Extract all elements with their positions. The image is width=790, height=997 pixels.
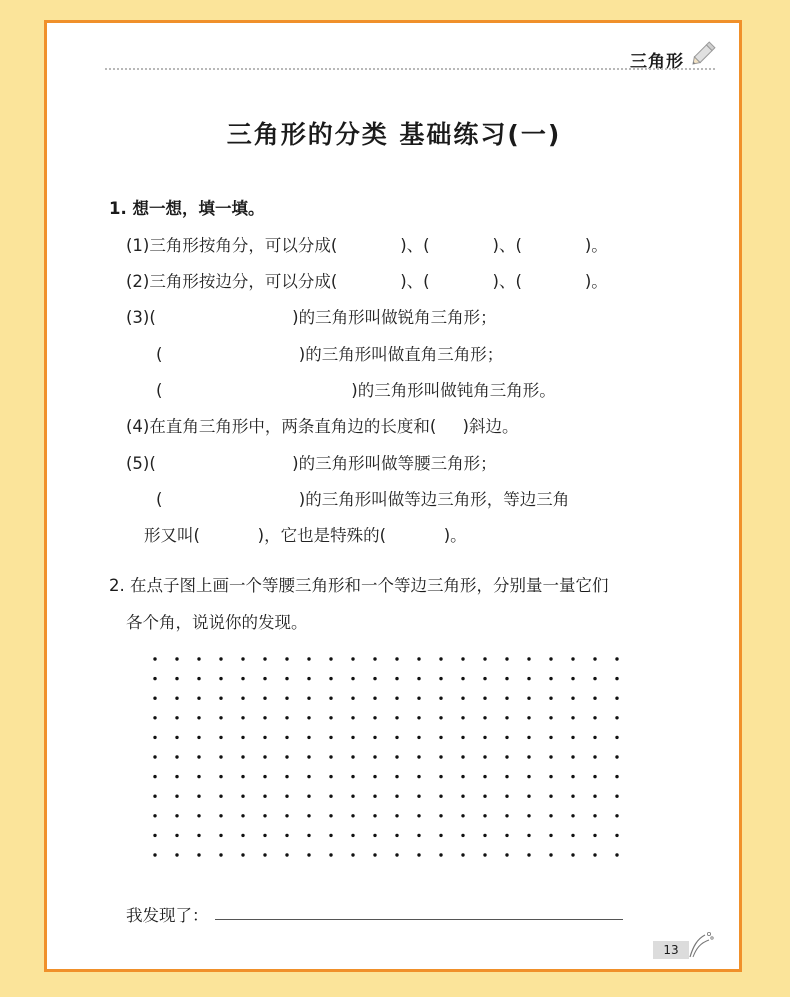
grid-dot[interactable] (263, 853, 266, 856)
grid-dot[interactable] (351, 853, 354, 856)
grid-dot[interactable] (329, 697, 332, 700)
grid-dot[interactable] (241, 775, 244, 778)
grid-dot[interactable] (395, 834, 398, 837)
grid-dot[interactable] (197, 755, 200, 758)
grid-dot[interactable] (593, 853, 596, 856)
grid-dot[interactable] (505, 834, 508, 837)
grid-dot[interactable] (329, 814, 332, 817)
grid-dot[interactable] (285, 736, 288, 739)
grid-dot[interactable] (241, 853, 244, 856)
grid-dot[interactable] (571, 716, 574, 719)
grid-dot[interactable] (417, 814, 420, 817)
grid-dot[interactable] (329, 775, 332, 778)
question-2-heading-line-1: 2. 在点子图上画一个等腰三角形和一个等边三角形，分别量一量它们 (109, 576, 609, 595)
grid-dot[interactable] (527, 755, 530, 758)
grid-dot[interactable] (417, 716, 420, 719)
grid-dot[interactable] (263, 697, 266, 700)
grid-dot[interactable] (483, 657, 486, 660)
grid-dot[interactable] (417, 853, 420, 856)
grid-dot[interactable] (483, 697, 486, 700)
grid-dot[interactable] (461, 834, 464, 837)
grid-dot[interactable] (197, 677, 200, 680)
grid-dot[interactable] (219, 834, 222, 837)
grid-dot[interactable] (175, 814, 178, 817)
grid-dot[interactable] (285, 775, 288, 778)
grid-dot[interactable] (571, 755, 574, 758)
grid-dot[interactable] (549, 834, 552, 837)
grid-dot[interactable] (593, 736, 596, 739)
grid-dot[interactable] (461, 697, 464, 700)
grid-dot[interactable] (461, 736, 464, 739)
grid-dot[interactable] (373, 697, 376, 700)
grid-dot[interactable] (373, 775, 376, 778)
grid-dot[interactable] (483, 853, 486, 856)
grid-dot[interactable] (329, 834, 332, 837)
grid-dot[interactable] (571, 677, 574, 680)
grid-dot[interactable] (417, 795, 420, 798)
grid-dot[interactable] (285, 795, 288, 798)
grid-dot[interactable] (307, 775, 310, 778)
grid-dot[interactable] (461, 795, 464, 798)
grid-dot[interactable] (241, 834, 244, 837)
grid-dot[interactable] (417, 677, 420, 680)
grid-dot[interactable] (395, 677, 398, 680)
grid-dot[interactable] (219, 755, 222, 758)
grid-dot[interactable] (615, 657, 618, 660)
grid-dot[interactable] (373, 755, 376, 758)
grid-dot[interactable] (329, 853, 332, 856)
grid-dot[interactable] (615, 775, 618, 778)
grid-dot[interactable] (483, 834, 486, 837)
grid-dot[interactable] (615, 834, 618, 837)
grid-dot[interactable] (175, 657, 178, 660)
q1-line-6: (4)在直角三角形中，两条直角边的长度和( )斜边。 (126, 417, 519, 436)
grid-dot[interactable] (175, 755, 178, 758)
grid-dot[interactable] (197, 716, 200, 719)
grid-dot[interactable] (153, 853, 156, 856)
grid-dot[interactable] (351, 834, 354, 837)
grid-dot[interactable] (549, 736, 552, 739)
grid-dot[interactable] (615, 853, 618, 856)
grid-dot[interactable] (395, 657, 398, 660)
grid-dot[interactable] (593, 697, 596, 700)
grid-dot[interactable] (417, 834, 420, 837)
grid-dot[interactable] (593, 795, 596, 798)
grid-dot[interactable] (395, 716, 398, 719)
grid-dot[interactable] (527, 716, 530, 719)
grid-dot[interactable] (197, 814, 200, 817)
grid-dot[interactable] (307, 736, 310, 739)
grid-dot[interactable] (395, 775, 398, 778)
grid-dot[interactable] (527, 775, 530, 778)
grid-dot[interactable] (241, 795, 244, 798)
grid-dot[interactable] (241, 716, 244, 719)
grid-dot[interactable] (285, 814, 288, 817)
grid-dot[interactable] (219, 716, 222, 719)
grid-dot[interactable] (505, 716, 508, 719)
grid-dot[interactable] (549, 657, 552, 660)
grid-dot[interactable] (263, 814, 266, 817)
grid-dot[interactable] (175, 736, 178, 739)
grid-dot[interactable] (461, 853, 464, 856)
grid-dot[interactable] (439, 755, 442, 758)
grid-dot[interactable] (373, 814, 376, 817)
grid-dot[interactable] (483, 775, 486, 778)
grid-dot[interactable] (307, 814, 310, 817)
grid-dot[interactable] (307, 795, 310, 798)
grid-dot[interactable] (153, 775, 156, 778)
grid-dot[interactable] (527, 736, 530, 739)
grid-dot[interactable] (285, 697, 288, 700)
grid-dot[interactable] (351, 814, 354, 817)
grid-dot[interactable] (373, 795, 376, 798)
grid-dot[interactable] (263, 716, 266, 719)
grid-dot[interactable] (461, 775, 464, 778)
grid-dot[interactable] (307, 677, 310, 680)
grid-dot[interactable] (571, 736, 574, 739)
grid-dot[interactable] (329, 657, 332, 660)
grid-dot[interactable] (439, 795, 442, 798)
grid-dot[interactable] (417, 657, 420, 660)
grid-dot[interactable] (483, 677, 486, 680)
grid-dot[interactable] (571, 697, 574, 700)
grid-dot[interactable] (549, 755, 552, 758)
header-divider (105, 68, 715, 70)
grid-dot[interactable] (329, 677, 332, 680)
grid-dot[interactable] (549, 697, 552, 700)
grid-dot[interactable] (593, 775, 596, 778)
grid-dot[interactable] (505, 853, 508, 856)
grid-dot[interactable] (153, 736, 156, 739)
grid-dot[interactable] (571, 814, 574, 817)
grid-dot[interactable] (153, 834, 156, 837)
grid-dot[interactable] (197, 853, 200, 856)
grid-dot[interactable] (263, 677, 266, 680)
grid-dot[interactable] (153, 697, 156, 700)
grid-dot[interactable] (351, 736, 354, 739)
grid-dot[interactable] (571, 657, 574, 660)
grid-dot[interactable] (571, 853, 574, 856)
grid-dot[interactable] (197, 775, 200, 778)
grid-dot[interactable] (615, 716, 618, 719)
grid-dot[interactable] (505, 736, 508, 739)
grid-dot[interactable] (461, 657, 464, 660)
grid-dot[interactable] (439, 716, 442, 719)
grid-dot[interactable] (153, 755, 156, 758)
grid-dot[interactable] (439, 814, 442, 817)
grid-dot[interactable] (461, 716, 464, 719)
grid-dot[interactable] (373, 853, 376, 856)
grid-dot[interactable] (439, 736, 442, 739)
grid-dot[interactable] (483, 814, 486, 817)
grid-dot[interactable] (439, 853, 442, 856)
grid-dot[interactable] (351, 697, 354, 700)
discover-label: 我发现了： (126, 906, 209, 925)
grid-dot[interactable] (615, 677, 618, 680)
grid-dot[interactable] (615, 736, 618, 739)
grid-dot[interactable] (505, 755, 508, 758)
grid-dot[interactable] (505, 795, 508, 798)
grid-dot[interactable] (439, 775, 442, 778)
grid-dot[interactable] (395, 814, 398, 817)
swirl-icon (687, 929, 715, 959)
grid-dot[interactable] (593, 657, 596, 660)
grid-dot[interactable] (175, 775, 178, 778)
grid-dot[interactable] (153, 814, 156, 817)
grid-dot[interactable] (373, 736, 376, 739)
grid-dot[interactable] (571, 775, 574, 778)
grid-dot[interactable] (373, 657, 376, 660)
grid-dot[interactable] (285, 755, 288, 758)
grid-dot[interactable] (153, 795, 156, 798)
q1-line-1: (1)三角形按角分，可以分成( )、( )、( )。 (126, 236, 608, 255)
grid-dot[interactable] (483, 736, 486, 739)
grid-dot[interactable] (329, 736, 332, 739)
grid-dot[interactable] (219, 697, 222, 700)
q1-line-2: (2)三角形按边分，可以分成( )、( )、( )。 (126, 272, 608, 291)
pencil-icon (690, 37, 720, 67)
q1-line-5: ( )的三角形叫做钝角三角形。 (156, 381, 556, 400)
dot-grid[interactable] (151, 655, 651, 865)
grid-dot[interactable] (439, 657, 442, 660)
grid-dot[interactable] (241, 736, 244, 739)
grid-dot[interactable] (571, 795, 574, 798)
grid-dot[interactable] (593, 677, 596, 680)
grid-dot[interactable] (153, 677, 156, 680)
question-2-heading-line-2: 各个角，说说你的发现。 (126, 613, 308, 632)
grid-dot[interactable] (219, 795, 222, 798)
grid-dot[interactable] (175, 853, 178, 856)
grid-dot[interactable] (395, 697, 398, 700)
q1-line-8: ( )的三角形叫做等边三角形，等边三角 (156, 490, 570, 509)
grid-dot[interactable] (153, 716, 156, 719)
grid-dot[interactable] (461, 755, 464, 758)
grid-dot[interactable] (505, 657, 508, 660)
discover-answer-line[interactable] (215, 919, 623, 920)
grid-dot[interactable] (593, 755, 596, 758)
grid-dot[interactable] (263, 775, 266, 778)
grid-dot[interactable] (285, 834, 288, 837)
grid-dot[interactable] (373, 834, 376, 837)
grid-dot[interactable] (549, 814, 552, 817)
grid-dot[interactable] (549, 677, 552, 680)
grid-dot[interactable] (527, 677, 530, 680)
grid-dot[interactable] (549, 795, 552, 798)
grid-dot[interactable] (395, 795, 398, 798)
grid-dot[interactable] (307, 697, 310, 700)
grid-dot[interactable] (549, 716, 552, 719)
grid-dot[interactable] (329, 755, 332, 758)
grid-dot[interactable] (175, 795, 178, 798)
grid-dot[interactable] (351, 755, 354, 758)
grid-dot[interactable] (307, 657, 310, 660)
grid-dot[interactable] (417, 755, 420, 758)
grid-dot[interactable] (241, 677, 244, 680)
q1-line-3: (3)( )的三角形叫做锐角三角形； (126, 308, 497, 327)
grid-dot[interactable] (461, 814, 464, 817)
grid-dot[interactable] (197, 697, 200, 700)
grid-dot[interactable] (417, 697, 420, 700)
grid-dot[interactable] (593, 814, 596, 817)
grid-dot[interactable] (175, 677, 178, 680)
grid-dot[interactable] (527, 834, 530, 837)
grid-dot[interactable] (505, 775, 508, 778)
grid-dot[interactable] (219, 775, 222, 778)
grid-dot[interactable] (307, 755, 310, 758)
grid-dot[interactable] (395, 755, 398, 758)
grid-dot[interactable] (307, 853, 310, 856)
grid-dot[interactable] (351, 657, 354, 660)
grid-dot[interactable] (175, 834, 178, 837)
grid-dot[interactable] (615, 795, 618, 798)
grid-dot[interactable] (395, 853, 398, 856)
grid-dot[interactable] (483, 755, 486, 758)
grid-dot[interactable] (593, 834, 596, 837)
grid-dot[interactable] (351, 716, 354, 719)
grid-dot[interactable] (439, 677, 442, 680)
grid-dot[interactable] (307, 834, 310, 837)
grid-dot[interactable] (197, 736, 200, 739)
grid-dot[interactable] (505, 697, 508, 700)
grid-dot[interactable] (483, 716, 486, 719)
grid-dot[interactable] (285, 657, 288, 660)
grid-dot[interactable] (153, 657, 156, 660)
grid-dot[interactable] (241, 755, 244, 758)
grid-dot[interactable] (197, 795, 200, 798)
grid-dot[interactable] (329, 716, 332, 719)
grid-dot[interactable] (197, 834, 200, 837)
grid-dot[interactable] (219, 736, 222, 739)
grid-dot[interactable] (241, 697, 244, 700)
grid-dot[interactable] (263, 834, 266, 837)
grid-dot[interactable] (285, 677, 288, 680)
grid-dot[interactable] (483, 795, 486, 798)
grid-dot[interactable] (351, 677, 354, 680)
grid-dot[interactable] (527, 795, 530, 798)
grid-dot[interactable] (263, 755, 266, 758)
q1-line-4: ( )的三角形叫做直角三角形； (156, 345, 504, 364)
q1-line-7: (5)( )的三角形叫做等腰三角形； (126, 454, 497, 473)
grid-dot[interactable] (417, 775, 420, 778)
grid-dot[interactable] (373, 716, 376, 719)
grid-dot[interactable] (351, 795, 354, 798)
grid-dot[interactable] (571, 834, 574, 837)
grid-dot[interactable] (263, 736, 266, 739)
grid-dot[interactable] (263, 795, 266, 798)
grid-dot[interactable] (615, 755, 618, 758)
grid-dot[interactable] (417, 736, 420, 739)
grid-dot[interactable] (549, 775, 552, 778)
grid-dot[interactable] (263, 657, 266, 660)
grid-dot[interactable] (395, 736, 398, 739)
grid-dot[interactable] (505, 677, 508, 680)
grid-dot[interactable] (219, 853, 222, 856)
grid-dot[interactable] (615, 697, 618, 700)
grid-dot[interactable] (307, 716, 310, 719)
grid-dot[interactable] (527, 814, 530, 817)
grid-dot[interactable] (219, 814, 222, 817)
grid-dot[interactable] (241, 814, 244, 817)
grid-dot[interactable] (527, 657, 530, 660)
section-label: 三角形 (630, 52, 684, 72)
grid-dot[interactable] (615, 814, 618, 817)
grid-dot[interactable] (241, 657, 244, 660)
grid-dot[interactable] (461, 677, 464, 680)
grid-dot[interactable] (329, 795, 332, 798)
grid-dot[interactable] (351, 775, 354, 778)
q1-line-9: 形又叫( )，它也是特殊的( )。 (144, 526, 467, 545)
grid-dot[interactable] (285, 853, 288, 856)
grid-dot[interactable] (593, 716, 596, 719)
grid-dot[interactable] (373, 677, 376, 680)
page-number: 13 (653, 941, 689, 959)
grid-dot[interactable] (175, 697, 178, 700)
grid-dot[interactable] (175, 716, 178, 719)
grid-dot[interactable] (527, 697, 530, 700)
grid-dot[interactable] (439, 697, 442, 700)
grid-dot[interactable] (219, 657, 222, 660)
grid-dot[interactable] (285, 716, 288, 719)
grid-dot[interactable] (505, 814, 508, 817)
grid-dot[interactable] (527, 853, 530, 856)
question-1-heading: 1. 想一想，填一填。 (109, 199, 265, 218)
grid-dot[interactable] (439, 834, 442, 837)
grid-dot[interactable] (197, 657, 200, 660)
page-title: 三角形的分类 基础练习(一) (226, 120, 562, 149)
grid-dot[interactable] (549, 853, 552, 856)
worksheet-page (44, 20, 742, 972)
grid-dot[interactable] (219, 677, 222, 680)
